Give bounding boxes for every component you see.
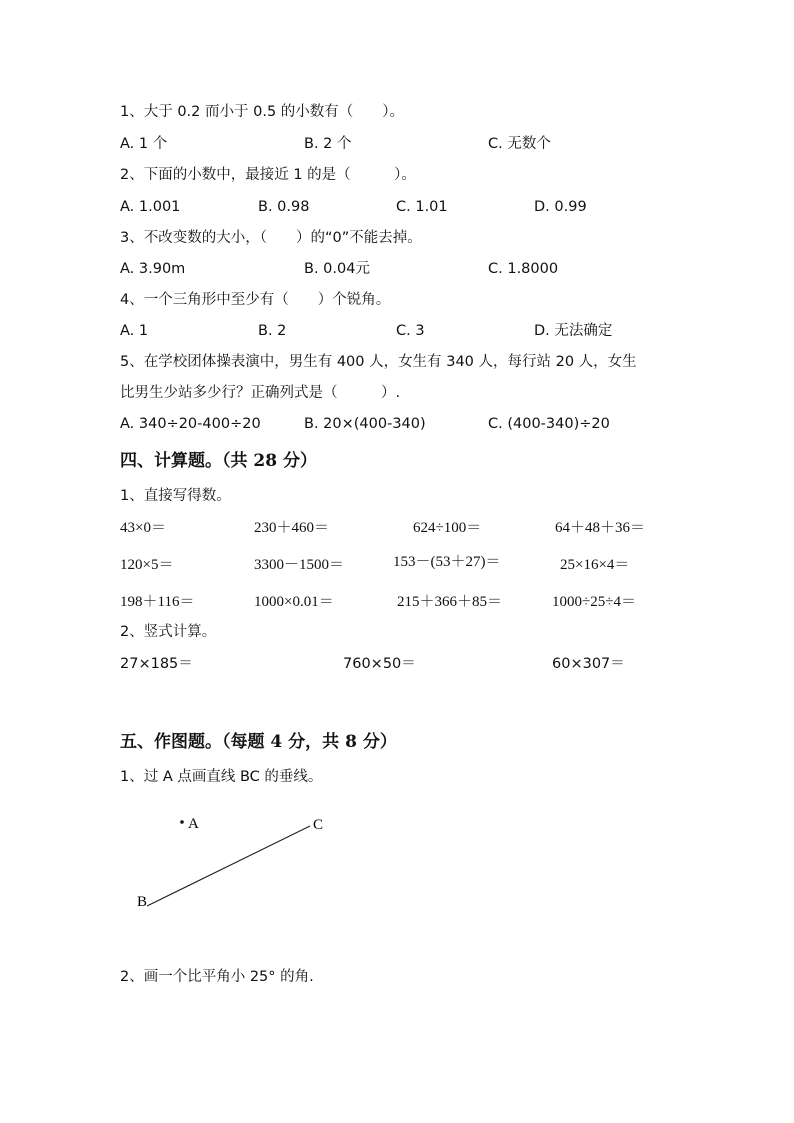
option-c: C. 无数个 [488,136,551,152]
calc-item: 1000×0.01＝ [254,594,334,610]
point-a-label: A [188,816,199,832]
question-2-text: 2、下面的小数中，最接近 1 的是（ ）。 [120,167,416,183]
point-a-dot [180,820,184,824]
calc-item: 43×0＝ [120,520,166,536]
vertical-calc-item: 60×307＝ [552,656,625,672]
option-d: D. 无法确定 [534,323,613,339]
option-c: C. (400-340)÷20 [488,416,610,432]
option-b: B. 0.04元 [304,261,370,277]
calc-item: 215＋366＋85＝ [397,594,503,610]
option-a: A. 3.90m [120,261,186,277]
section-4-sub1: 1、直接写得数。 [120,488,231,504]
section-5-title: 五、作图题。（每题 4 分，共 8 分） [120,732,397,752]
option-c: C. 1.8000 [488,261,559,277]
section-4-title: 四、计算题。（共 28 分） [120,451,317,471]
option-a: A. 1 个 [120,136,168,152]
calc-item: 153－(53＋27)＝ [393,554,501,570]
line-bc [147,826,310,906]
section-5-q2: 2、画一个比平角小 25° 的角. [120,969,314,985]
calc-item: 3300－1500＝ [254,557,345,573]
vertical-calc-item: 760×50＝ [343,656,416,672]
option-b: B. 2 [258,323,287,339]
section-4-sub2: 2、竖式计算。 [120,624,217,640]
option-c: C. 3 [396,323,425,339]
option-a: A. 1.001 [120,199,181,215]
question-3-text: 3、不改变数的大小，（ ）的“0”不能去掉。 [120,230,422,246]
question-1-text: 1、大于 0.2 而小于 0.5 的小数有（ ）。 [120,104,405,120]
option-c: C. 1.01 [396,199,448,215]
calc-item: 624÷100＝ [413,520,482,536]
calc-item: 120×5＝ [120,557,174,573]
calc-item: 198＋116＝ [120,594,195,610]
question-5-text: 5、在学校团体操表演中，男生有 400 人，女生有 340 人，每行站 20 人，女生 [120,354,637,370]
question-4-text: 4、一个三角形中至少有（ ）个锐角。 [120,292,391,308]
calc-item: 25×16×4＝ [560,557,630,573]
calc-item: 230＋460＝ [254,520,330,536]
option-a: A. 1 [120,323,149,339]
point-c-label: C [313,817,324,833]
calc-item: 64＋48＋36＝ [555,520,646,536]
section-5-q1: 1、过 A 点画直线 BC 的垂线。 [120,769,323,785]
option-b: B. 20×(400-340) [304,416,426,432]
question-5-text-cont: 比男生少站多少行？正确列式是（ ）. [120,385,401,401]
option-d: D. 0.99 [534,199,587,215]
option-b: B. 0.98 [258,199,310,215]
vertical-calc-item: 27×185＝ [120,656,193,672]
option-b: B. 2 个 [304,136,352,152]
option-a: A. 340÷20-400÷20 [120,416,261,432]
calc-item: 1000÷25÷4＝ [552,594,636,610]
point-b-label: B [137,894,148,910]
